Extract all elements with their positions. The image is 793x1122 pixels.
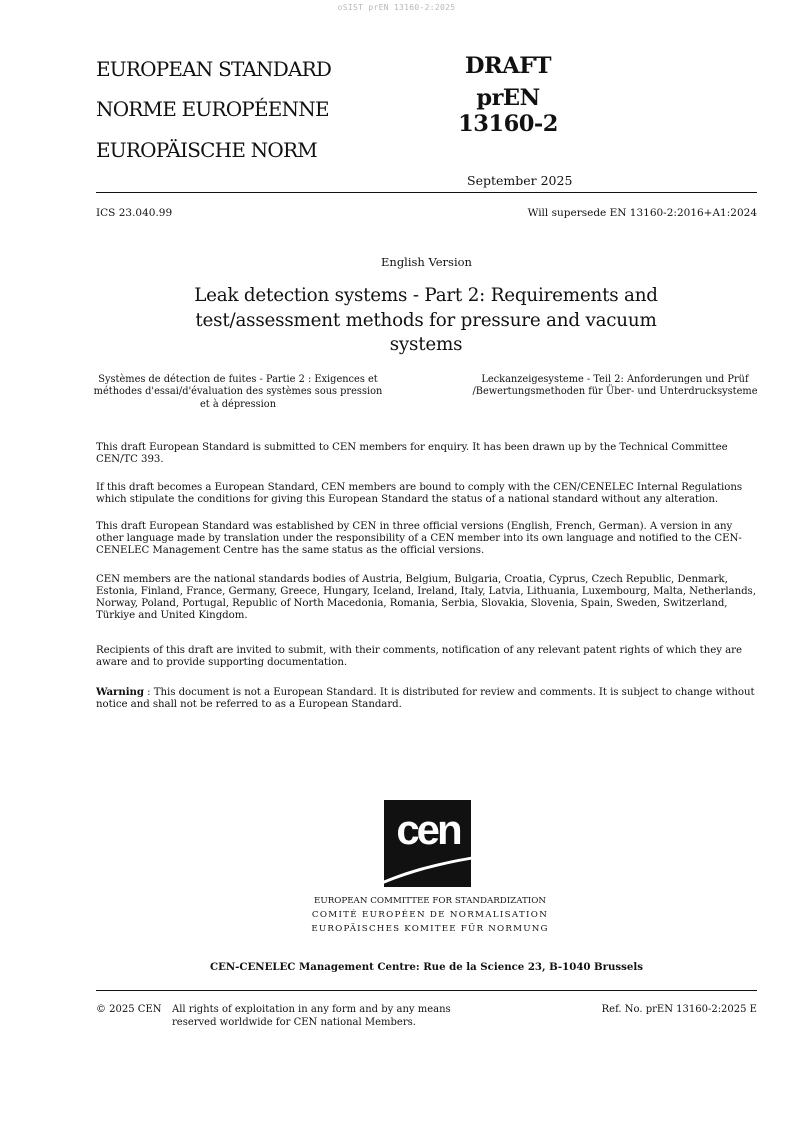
title-french: Systèmes de détection de fuites - Partie 2 : Exigences et méthodes d'essai/d'évaluation des systèmes sous pression et à dépression bbox=[93, 374, 383, 410]
warning-paragraph bbox=[96, 686, 760, 711]
title-german: Leckanzeigesysteme - Teil 2: Anforderungen und Prüf /Bewertungsmethoden für Über- und Unterdrucksysteme bbox=[472, 374, 758, 398]
draft-label: DRAFT bbox=[465, 53, 551, 79]
paragraph-patents: Recipients of this draft are invited to submit, with their comments, notification of any relevant patent rights of which they are aware and to provide supporting documentation. bbox=[96, 645, 742, 669]
publication-date: September 2025 bbox=[467, 173, 573, 188]
footer-rule bbox=[96, 990, 757, 991]
standard-name-en: EUROPEAN STANDARD bbox=[96, 57, 332, 81]
watermark: oSIST prEN 13160-2:2025 bbox=[337, 3, 456, 12]
paragraph-versions: This draft European Standard was established by CEN in three official versions (English, French, German). A version in any other language made by translation under the responsibility of a CEN member into its own language and notified to the CEN-CENELEC Management Centre has the same status as the official versions. bbox=[96, 521, 742, 557]
reference-number: Ref. No. prEN 13160-2:2025 E bbox=[601, 1004, 757, 1015]
management-centre-address: CEN-CENELEC Management Centre: Rue de la Science 23, B-1040 Brussels bbox=[210, 961, 643, 973]
org-name-en: EUROPEAN COMMITTEE FOR STANDARDIZATION bbox=[314, 896, 546, 906]
cen-logo-graphic bbox=[384, 800, 471, 887]
supersedes-note: Will supersede EN 13160-2:2016+A1:2024 bbox=[527, 207, 757, 219]
standard-name-de: EUROPÄISCHE NORM bbox=[96, 138, 317, 162]
warning-text: : This document is not a European Standard. It is distributed for review and comments. It is subject to change without notice and shall not be referred to as a European Standard. bbox=[96, 687, 755, 711]
header-rule bbox=[96, 192, 757, 193]
document-number: prEN 13160-2 bbox=[458, 85, 558, 137]
standard-name-fr: NORME EUROPÉENNE bbox=[96, 97, 329, 121]
paragraph-members: CEN members are the national standards bodies of Austria, Belgium, Bulgaria, Croatia, Cyprus, Czech Republic, Denmark, Estonia, Finland, France, Germany, Greece, Hungary, Iceland, Ireland, Italy, Latvia, Lithuania, Luxembourg, Malta, Netherlands, Norway, Poland, Portugal, Republic of North Macedonia, Romania, Serbia, Slovakia, Slovenia, Spain, Sweden, Switzerland, Türkiye and United Kingdom. bbox=[96, 574, 756, 622]
cen-logo-text: cen bbox=[396, 806, 460, 853]
cen-logo bbox=[384, 800, 471, 887]
org-name-de: EUROPÄISCHES KOMITEE FÜR NORMUNG bbox=[311, 924, 549, 934]
rights-notice: All rights of exploitation in any form and by any means reserved worldwide for CEN national Members. bbox=[172, 1004, 451, 1028]
copyright-notice: © 2025 CEN bbox=[96, 1004, 162, 1015]
version-label: English Version bbox=[381, 255, 472, 269]
org-name-fr: COMITÉ EUROPÉEN DE NORMALISATION bbox=[311, 910, 549, 920]
paragraph-enquiry: This draft European Standard is submitted to CEN members for enquiry. It has been drawn up by the Technical Committee CEN/TC 393. bbox=[96, 442, 728, 466]
ics-code: ICS 23.040.99 bbox=[96, 207, 173, 219]
warning-label: Warning bbox=[96, 686, 144, 698]
document-title: Leak detection systems - Part 2: Requirements and test/assessment methods for pressure and vacuum systems bbox=[194, 285, 658, 355]
paragraph-compliance: If this draft becomes a European Standard, CEN members are bound to comply with the CEN/CENELEC Internal Regulations which stipulate the conditions for giving this European Standard the status of a national standard without any alteration. bbox=[96, 482, 743, 506]
